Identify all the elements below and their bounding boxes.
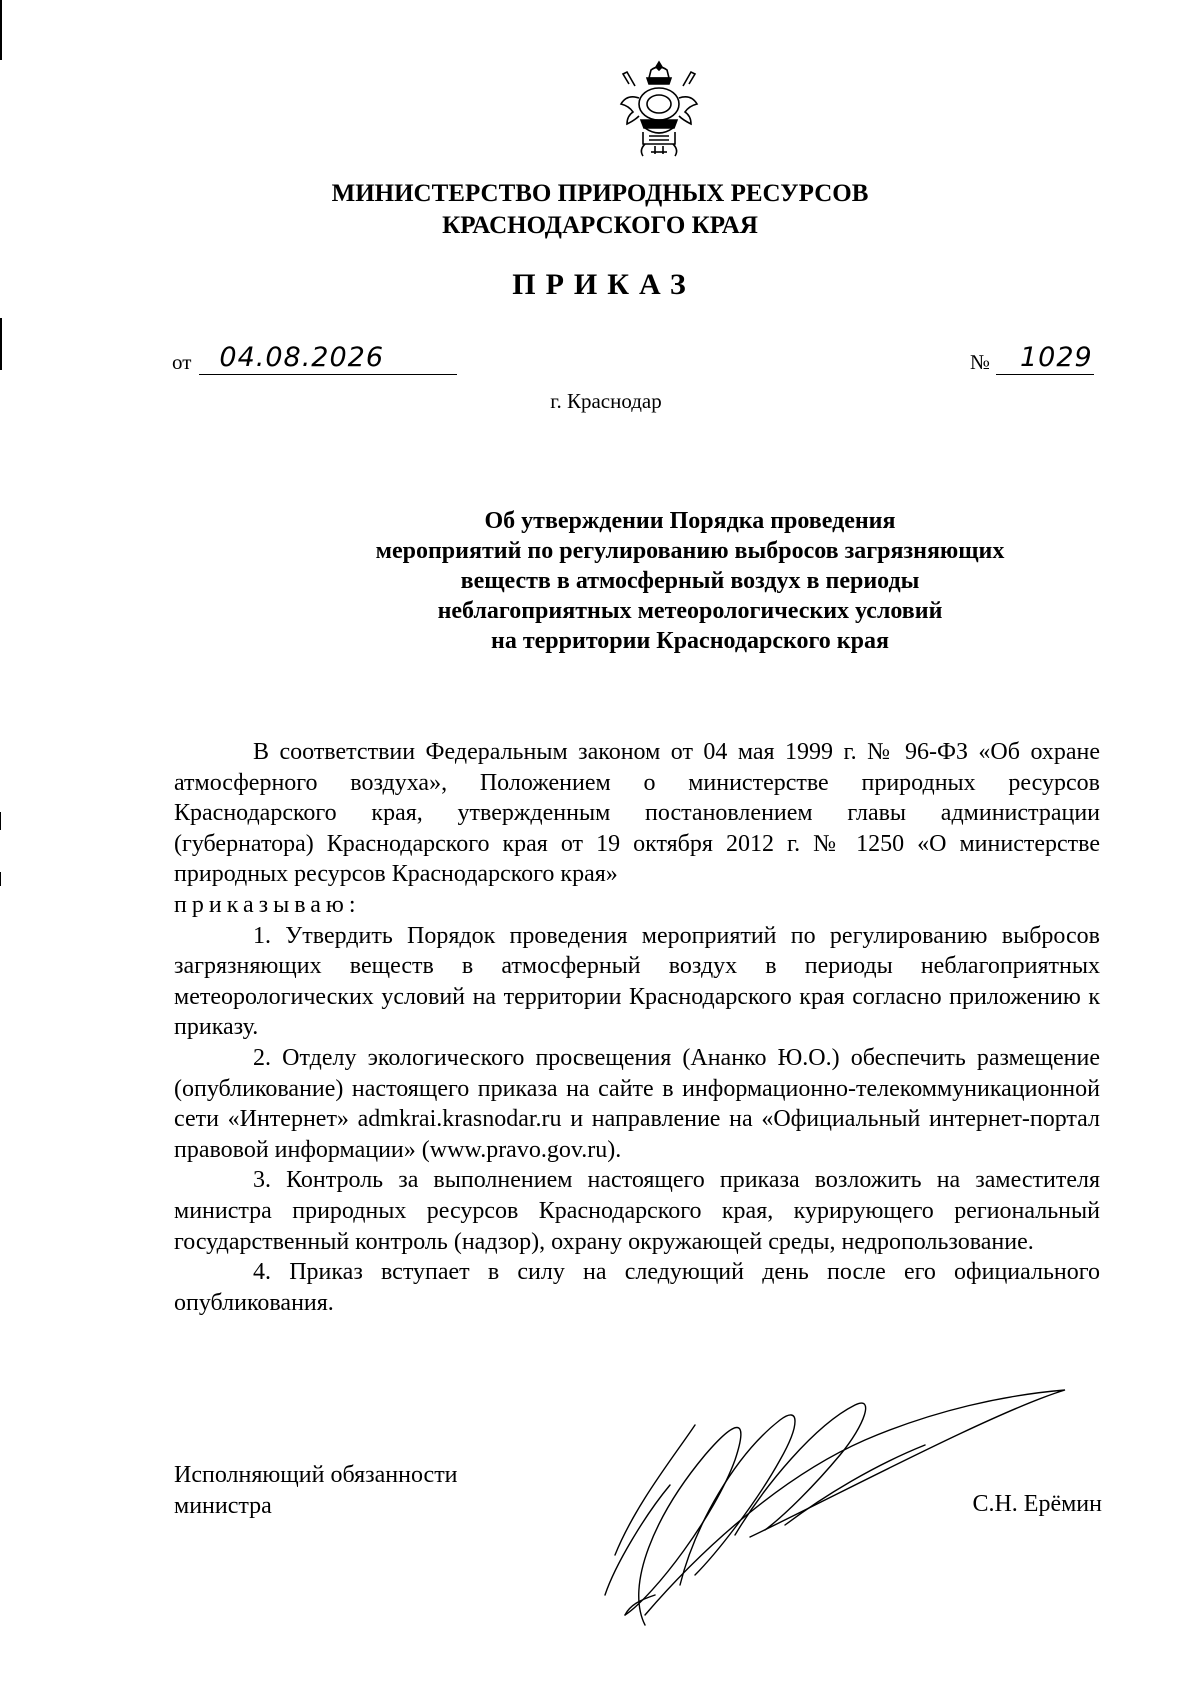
organization-name — [0, 178, 1200, 242]
subject-line: Об утверждении Порядка проведения — [484, 508, 896, 534]
order-item-1: 1. Утвердить Порядок проведения мероприятий по регулированию выбросов загрязняющих веществ в атмосферный воздух в периоды неблагоприятных метеорологических условий на территории Краснодарского края согласно приложению к приказу. — [174, 922, 1100, 1041]
document-subject — [300, 506, 1080, 656]
date-field — [172, 342, 457, 375]
order-item-2: 2. Отделу экологического просвещения (Ананко Ю.О.) обеспечить размещение (опубликование) настоящего приказа на сайте в информационно-телекоммуникационной сети «Интернет» admkrai.krasnodar.ru и направление на «Официальный интернет-портал правовой информации» (www.pravo.gov.ru). — [174, 1044, 1100, 1163]
signer-title-line-1: Исполняющий обязанности — [174, 1462, 458, 1488]
organization-line-1: МИНИСТЕРСТВО ПРИРОДНЫХ РЕСУРСОВ — [331, 180, 869, 207]
order-item-3: 3. Контроль за выполнением настоящего приказа возложить на заместителя министра природных ресурсов Краснодарского края, курирующего региональный государственный контроль (надзор), охрану окружающей среды, недропользование. — [174, 1167, 1100, 1255]
subject-line: веществ в атмосферный воздух в периоды — [460, 568, 920, 594]
date-underline — [199, 342, 457, 375]
date-value: 04.08.2026 — [219, 342, 384, 373]
signer-name: С.Н. Ерёмин — [972, 1491, 1102, 1517]
order-word: приказываю: — [174, 891, 361, 918]
document-type-heading: ПРИКАЗ — [512, 268, 696, 301]
organization-line-2: КРАСНОДАРСКОГО КРАЯ — [442, 212, 758, 239]
subject-line: неблагоприятных метеорологических условий — [437, 598, 943, 624]
number-field — [969, 342, 1094, 375]
number-value: 1029 — [1020, 342, 1093, 373]
date-prefix: от — [172, 350, 192, 374]
number-underline — [996, 342, 1094, 375]
scan-edge-mark — [0, 872, 1, 886]
scan-edge-mark — [0, 0, 2, 60]
order-item-4: 4. Приказ вступает в силу на следующий день после его официального опубликования. — [174, 1259, 1100, 1316]
subject-line: на территории Краснодарского края — [491, 628, 889, 654]
document-body — [174, 737, 1100, 1318]
signer-title-line-2: министра — [174, 1493, 272, 1519]
coat-of-arms-emblem — [615, 58, 703, 158]
subject-line: мероприятий по регулированию выбросов загрязняющих — [375, 538, 1005, 564]
signer-title — [174, 1460, 458, 1522]
number-prefix: № — [969, 350, 990, 374]
scan-edge-mark — [0, 812, 1, 830]
scan-edge-mark — [0, 318, 2, 370]
preamble-paragraph: В соответствии Федеральным законом от 04 мая 1999 г. № 96-ФЗ «Об охране атмосферного воздуха», Положением о министерстве природных ресурсов Краснодарского края, утвержденным постановлением главы администрации (губернатора) Краснодарского края от 19 октября 2012 г. № 1250 «О министерстве природных ресурсов Краснодарского края» — [174, 739, 1100, 888]
city-line: г. Краснодар — [550, 389, 662, 413]
